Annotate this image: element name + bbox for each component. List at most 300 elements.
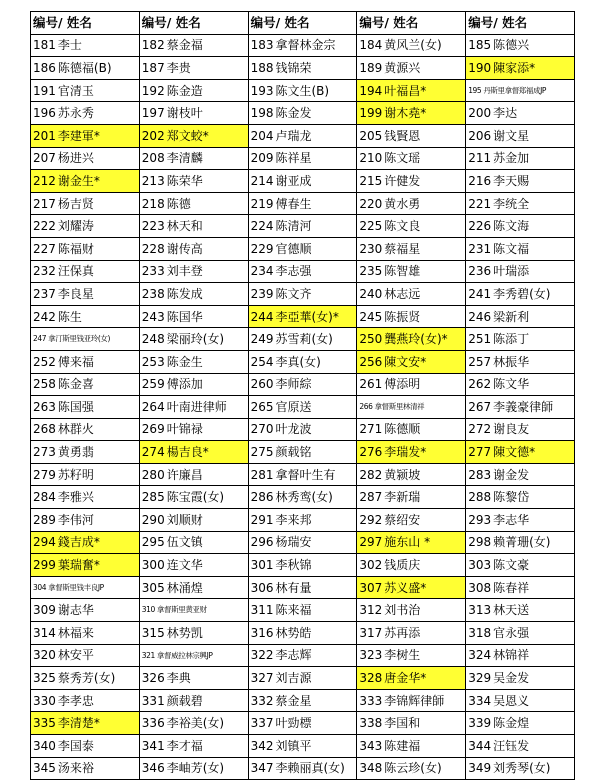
table-row	[31, 689, 575, 712]
member-name: 林振华	[493, 354, 530, 369]
member-number: 302	[359, 558, 383, 573]
member-number: 337	[250, 716, 274, 731]
table-row	[31, 124, 575, 147]
member-name: 陈文华	[493, 377, 530, 392]
member-cell	[357, 689, 466, 712]
member-cell	[139, 757, 248, 780]
member-name: 陈文海	[493, 219, 530, 234]
table-row	[31, 418, 575, 441]
member-number: 331	[141, 693, 165, 708]
member-cell	[248, 418, 357, 441]
member-cell	[466, 531, 575, 554]
table-row	[31, 554, 575, 577]
table-row	[31, 486, 575, 509]
member-name: 谢传高	[166, 241, 203, 256]
member-number: 277	[468, 445, 492, 460]
member-cell	[357, 418, 466, 441]
member-number: 230	[359, 241, 383, 256]
member-cell	[466, 486, 575, 509]
member-cell	[466, 237, 575, 260]
table-row	[31, 305, 575, 328]
member-name: 林势凯	[166, 625, 203, 640]
member-cell	[31, 554, 140, 577]
member-cell	[139, 57, 248, 80]
member-cell	[139, 373, 248, 396]
member-number: 260	[250, 377, 274, 392]
member-name: 谢枝叶	[166, 106, 203, 121]
member-cell	[466, 373, 575, 396]
member-cell	[466, 147, 575, 170]
member-cell	[31, 57, 140, 80]
member-cell	[31, 260, 140, 283]
member-number: 209	[250, 151, 274, 166]
member-number: 327	[250, 671, 274, 686]
member-name: 陈金造	[166, 83, 203, 98]
member-number: 246	[468, 309, 492, 324]
member-number: 190	[468, 60, 492, 75]
member-name: 陈文豪	[493, 558, 530, 573]
member-cell	[31, 735, 140, 758]
member-cell	[466, 124, 575, 147]
member-number: 349	[468, 761, 492, 776]
member-name: 刘秀琴(女)	[493, 761, 551, 776]
member-name: 叶龙波	[275, 422, 312, 437]
member-name: 唐金华*	[384, 671, 427, 686]
member-number: 233	[141, 264, 165, 279]
member-number: 198	[250, 106, 274, 121]
member-number: 344	[468, 738, 492, 753]
member-number: 291	[250, 512, 274, 527]
member-name: 錢吉成*	[57, 535, 100, 550]
member-cell	[139, 441, 248, 464]
member-name: 谢金生*	[57, 173, 100, 188]
member-cell	[31, 147, 140, 170]
member-number: 248	[141, 332, 165, 347]
member-number: 313	[468, 603, 492, 618]
member-name: 陈发成	[166, 286, 203, 301]
member-name: 陈德顺	[384, 422, 421, 437]
member-name: 颜载碧	[166, 693, 203, 708]
member-cell	[31, 396, 140, 419]
column-header: 编号/ 姓名	[357, 12, 466, 35]
member-name: 李来邦	[275, 512, 312, 527]
member-number: 205	[359, 128, 383, 143]
member-cell	[357, 79, 466, 102]
member-number: 333	[359, 693, 383, 708]
member-name: 黄风兰(女)	[384, 38, 442, 53]
member-name: 官德顺	[275, 241, 312, 256]
member-name: 李赖丽真(女)	[275, 761, 345, 776]
member-number: 217	[33, 196, 56, 211]
member-name: 苏义盛*	[384, 580, 427, 595]
member-number: 332	[250, 693, 274, 708]
member-cell	[31, 531, 140, 554]
member-number: 251	[468, 332, 492, 347]
member-cell	[31, 599, 140, 622]
member-cell	[466, 192, 575, 215]
member-cell	[139, 644, 248, 667]
member-cell	[139, 576, 248, 599]
member-number: 191	[33, 83, 56, 98]
member-cell	[357, 192, 466, 215]
member-name: 拿督斯里林清祥	[374, 402, 425, 412]
member-number: 221	[468, 196, 492, 211]
member-cell	[357, 350, 466, 373]
table-row	[31, 576, 575, 599]
member-cell	[248, 328, 357, 351]
member-number: 186	[33, 60, 56, 75]
member-number: 192	[141, 83, 165, 98]
member-name: 陈祥星	[275, 151, 312, 166]
member-name: 李士	[57, 38, 82, 53]
member-cell	[139, 192, 248, 215]
member-number: 253	[141, 354, 165, 369]
member-number: 263	[33, 399, 56, 414]
member-cell	[357, 509, 466, 532]
member-number: 187	[141, 60, 165, 75]
member-cell	[139, 215, 248, 238]
member-cell	[248, 712, 357, 735]
member-cell	[139, 350, 248, 373]
column-header: 编号/ 姓名	[31, 12, 140, 35]
member-name: 陈国华	[166, 309, 203, 324]
member-name: 钱质庆	[384, 558, 421, 573]
member-name: 赖菁珊(女)	[493, 535, 551, 550]
member-name: 叶瑞添	[493, 264, 530, 279]
member-name: 吴恩义	[493, 693, 530, 708]
member-name: 陳文安*	[384, 354, 427, 369]
member-number: 282	[359, 467, 383, 482]
member-name: 拿督斯里钱丰良JP	[48, 582, 104, 592]
member-cell	[248, 350, 357, 373]
member-cell	[466, 599, 575, 622]
member-number: 340	[33, 738, 56, 753]
member-number: 306	[250, 580, 274, 595]
member-name: 李裕美(女)	[166, 716, 225, 731]
member-name: 李典	[166, 671, 191, 686]
member-number: 219	[250, 196, 274, 211]
member-number: 249	[250, 332, 274, 347]
member-cell	[139, 328, 248, 351]
member-cell	[31, 373, 140, 396]
member-name: 钱锦荣	[275, 60, 312, 75]
member-cell	[248, 576, 357, 599]
member-name: 李義豪律師	[493, 399, 554, 414]
member-cell	[248, 463, 357, 486]
member-number: 204	[250, 128, 274, 143]
member-cell	[357, 554, 466, 577]
member-cell	[139, 396, 248, 419]
member-cell	[466, 689, 575, 712]
member-cell	[248, 554, 357, 577]
member-number: 330	[33, 693, 56, 708]
table-row	[31, 735, 575, 758]
member-cell	[248, 124, 357, 147]
member-number: 232	[33, 264, 56, 279]
member-number: 323	[359, 648, 383, 663]
member-name: 龔燕玲(女)*	[384, 332, 448, 347]
member-cell	[466, 509, 575, 532]
member-cell	[139, 622, 248, 645]
member-number: 212	[33, 173, 56, 188]
member-number: 297	[359, 535, 383, 550]
member-cell	[248, 79, 357, 102]
member-name: 汤来裕	[57, 761, 94, 776]
member-number: 269	[141, 422, 165, 437]
member-cell	[31, 576, 140, 599]
member-name: 李秀碧(女)	[493, 286, 551, 301]
member-number: 324	[468, 648, 492, 663]
member-name: 黄水勇	[384, 196, 421, 211]
member-number: 280	[141, 467, 165, 482]
member-number: 234	[250, 264, 274, 279]
member-cell	[248, 34, 357, 57]
member-name: 官永强	[493, 625, 530, 640]
member-number: 293	[468, 512, 492, 527]
member-cell	[466, 328, 575, 351]
member-number: 236	[468, 264, 492, 279]
member-cell	[248, 735, 357, 758]
member-name: 林涌煌	[166, 580, 203, 595]
member-cell	[31, 350, 140, 373]
member-number: 184	[359, 38, 383, 53]
member-number: 348	[359, 761, 383, 776]
member-name: 傅来福	[57, 354, 94, 369]
member-number: 308	[468, 580, 492, 595]
member-name: 李良星	[57, 286, 94, 301]
member-number: 305	[141, 580, 165, 595]
member-number: 216	[468, 173, 492, 188]
member-number: 257	[468, 354, 492, 369]
member-name: 林锦祥	[493, 648, 530, 663]
member-number: 256	[359, 354, 383, 369]
member-cell	[248, 644, 357, 667]
member-cell	[31, 689, 140, 712]
member-name: 李志华	[493, 512, 530, 527]
member-cell	[357, 283, 466, 306]
member-name: 施东山 *	[384, 535, 431, 550]
member-number: 310	[141, 605, 155, 615]
member-number: 224	[250, 219, 274, 234]
member-cell	[31, 305, 140, 328]
table-body	[31, 34, 575, 780]
member-number: 220	[359, 196, 383, 211]
member-name: 刘吉源	[275, 671, 312, 686]
member-number: 317	[359, 625, 383, 640]
member-name: 黄颍坡	[384, 467, 421, 482]
member-number: 334	[468, 693, 492, 708]
member-name: 蔡金福	[166, 38, 203, 53]
member-number: 228	[141, 241, 165, 256]
member-cell	[466, 102, 575, 125]
member-number: 215	[359, 173, 383, 188]
member-name: 谢良友	[493, 422, 530, 437]
member-name: 刘镇平	[275, 738, 312, 753]
member-number: 266	[359, 402, 373, 412]
member-cell	[357, 396, 466, 419]
member-name: 苏再添	[384, 625, 421, 640]
member-name: 李国泰	[57, 738, 94, 753]
member-number: 341	[141, 738, 165, 753]
member-number: 314	[33, 625, 56, 640]
member-name: 陈金煌	[493, 716, 530, 731]
member-name: 黄源兴	[384, 60, 421, 75]
member-number: 328	[359, 671, 383, 686]
member-name: 刘耀涛	[57, 219, 94, 234]
member-cell	[139, 147, 248, 170]
member-number: 301	[250, 558, 274, 573]
member-cell	[357, 622, 466, 645]
table-row	[31, 373, 575, 396]
member-number: 283	[468, 467, 492, 482]
member-cell	[248, 441, 357, 464]
member-cell	[31, 34, 140, 57]
member-cell	[357, 237, 466, 260]
member-number: 188	[250, 60, 274, 75]
member-number: 226	[468, 219, 492, 234]
member-number: 329	[468, 671, 492, 686]
member-cell	[466, 712, 575, 735]
table-row	[31, 509, 575, 532]
member-cell	[248, 396, 357, 419]
member-name: 陈宝霞(女)	[166, 490, 225, 505]
member-number: 231	[468, 241, 492, 256]
member-cell	[139, 599, 248, 622]
member-name: 吴金发	[493, 671, 530, 686]
member-name: 李建軍*	[57, 128, 100, 143]
member-name: 李志辉	[275, 648, 312, 663]
member-number: 275	[250, 445, 274, 460]
member-number: 214	[250, 173, 274, 188]
member-number: 252	[33, 354, 56, 369]
member-number: 196	[33, 106, 56, 121]
table-row	[31, 757, 575, 780]
member-number: 272	[468, 422, 492, 437]
member-name: 李清楚*	[57, 716, 100, 731]
member-name: 陈来福	[275, 603, 312, 618]
table-row	[31, 215, 575, 238]
member-number: 194	[359, 83, 383, 98]
member-name: 拿督威拉林宗興JP	[156, 650, 213, 660]
member-number: 290	[141, 512, 165, 527]
member-name: 陳家添*	[493, 60, 536, 75]
member-number: 303	[468, 558, 492, 573]
member-name: 谢木堯*	[384, 106, 427, 121]
member-table	[30, 11, 575, 780]
member-cell	[139, 237, 248, 260]
member-number: 235	[359, 264, 383, 279]
member-cell	[357, 373, 466, 396]
member-number: 304	[33, 582, 47, 592]
member-number: 338	[359, 716, 383, 731]
member-name: 苏金加	[493, 151, 530, 166]
member-cell	[357, 305, 466, 328]
member-name: 许廉昌	[166, 467, 203, 482]
member-name: 傅添明	[384, 377, 421, 392]
member-number: 295	[141, 535, 165, 550]
member-name: 陈清河	[275, 219, 312, 234]
member-cell	[248, 622, 357, 645]
member-name: 陈建福	[384, 738, 421, 753]
member-name: 官清玉	[57, 83, 94, 98]
member-cell	[466, 350, 575, 373]
member-name: 陈德兴	[493, 38, 530, 53]
member-number: 288	[468, 490, 492, 505]
member-cell	[466, 283, 575, 306]
member-cell	[357, 712, 466, 735]
member-name: 颜载铭	[275, 445, 312, 460]
member-cell	[248, 237, 357, 260]
table-header-row	[31, 12, 575, 35]
member-number: 342	[250, 738, 274, 753]
member-cell	[139, 554, 248, 577]
member-number: 238	[141, 286, 165, 301]
table-row	[31, 237, 575, 260]
member-number: 325	[33, 671, 56, 686]
member-number: 321	[141, 650, 155, 660]
member-cell	[248, 689, 357, 712]
member-cell	[31, 441, 140, 464]
member-number: 285	[141, 490, 165, 505]
member-cell	[31, 170, 140, 193]
member-name: 李锦辉律師	[384, 693, 445, 708]
member-cell	[357, 644, 466, 667]
member-cell	[139, 509, 248, 532]
member-cell	[357, 147, 466, 170]
member-name: 李国和	[384, 716, 421, 731]
member-name: 李亞華(女)*	[275, 309, 339, 324]
member-cell	[248, 260, 357, 283]
member-name: 汪保真	[57, 264, 94, 279]
member-cell	[139, 102, 248, 125]
member-name: 汪钰发	[493, 738, 530, 753]
table-row	[31, 441, 575, 464]
member-number: 273	[33, 445, 56, 460]
member-name: 黄勇翡	[57, 445, 94, 460]
column-header: 编号/ 姓名	[466, 12, 575, 35]
member-cell	[466, 576, 575, 599]
member-cell	[31, 509, 140, 532]
member-name: 林志远	[384, 286, 421, 301]
table-row	[31, 192, 575, 215]
member-cell	[466, 57, 575, 80]
member-number: 264	[141, 399, 165, 414]
member-cell	[466, 170, 575, 193]
member-number: 222	[33, 219, 56, 234]
member-number: 197	[141, 106, 165, 121]
member-number: 307	[359, 580, 383, 595]
member-name: 陈云珍(女)	[384, 761, 442, 776]
member-cell	[357, 102, 466, 125]
member-name: 卢瑞龙	[275, 128, 312, 143]
member-number: 346	[141, 761, 165, 776]
member-name: 叶南进律师	[166, 399, 227, 414]
member-number: 254	[250, 354, 274, 369]
member-cell	[31, 463, 140, 486]
member-number: 199	[359, 106, 383, 121]
member-number: 316	[250, 625, 274, 640]
member-number: 218	[141, 196, 165, 211]
member-cell	[139, 463, 248, 486]
member-cell	[357, 486, 466, 509]
member-name: 陳文德*	[493, 445, 536, 460]
member-cell	[31, 644, 140, 667]
member-cell	[357, 170, 466, 193]
member-cell	[357, 441, 466, 464]
member-cell	[357, 34, 466, 57]
member-cell	[357, 328, 466, 351]
member-cell	[139, 305, 248, 328]
